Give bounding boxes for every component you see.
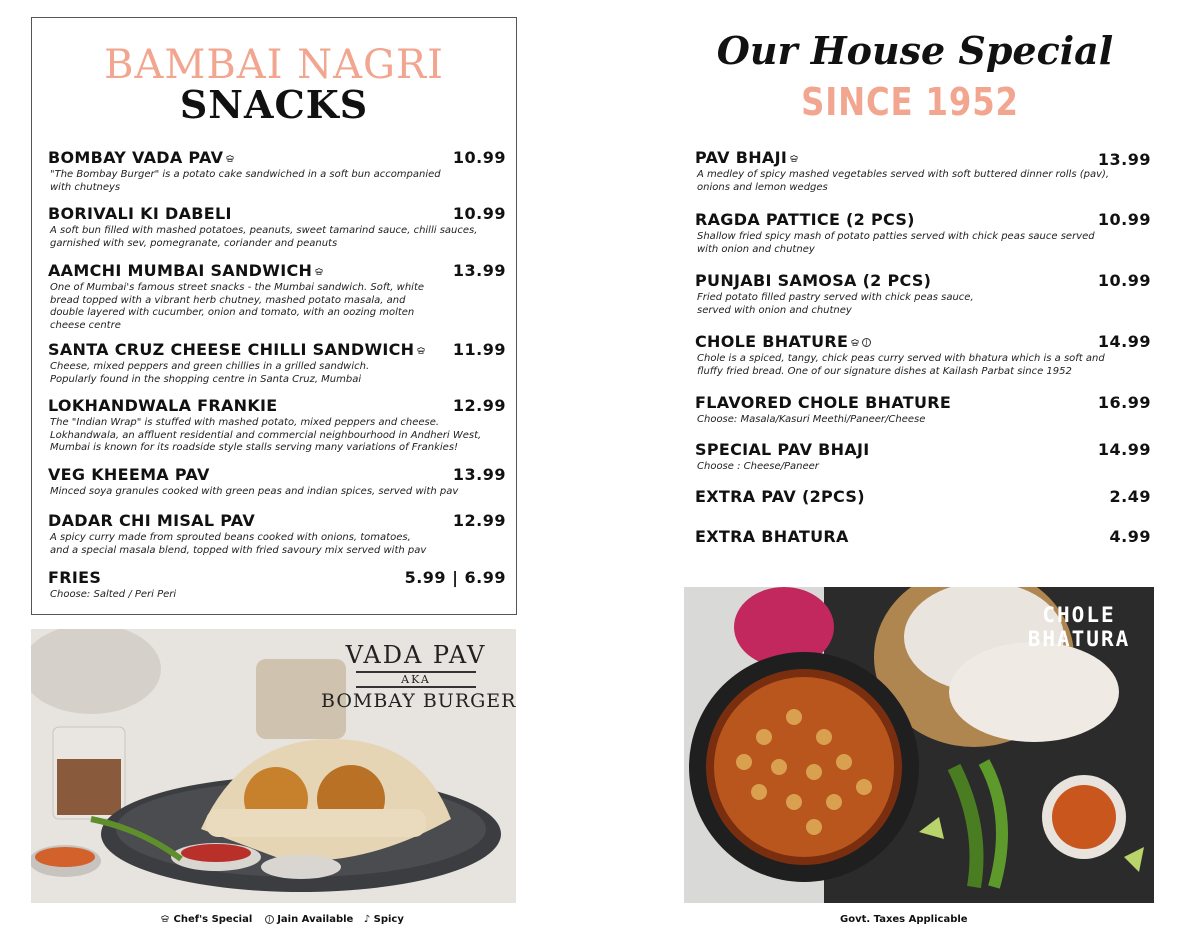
item-price: 5.99 | 6.99 — [404, 568, 506, 587]
legend-chef-label: Chef's Special — [173, 914, 253, 925]
item-price: 13.99 — [452, 261, 506, 280]
item-desc-line: Mumbai is known for its roadside style stalls serving many variations of Frankies! — [50, 442, 459, 453]
chef-special-icon — [789, 154, 799, 164]
item-desc-line: Chole is a spiced, tangy, chick peas curry served with bhatura which is a soft and — [697, 353, 1105, 364]
item-desc-line: with onion and chutney — [697, 243, 815, 255]
legend-jain-label: Jain Available — [277, 914, 354, 925]
photo-caption-line1: VADA PAV — [345, 641, 487, 669]
item-desc-line: with chutneys — [50, 181, 121, 193]
item-desc-line: double layered with cucumber, onion and tomato, with an oozing molten — [50, 307, 415, 318]
item-desc-line: "The Bombay Burger" is a potato cake sandwiched in a soft bun accompanied — [50, 169, 441, 180]
item-price: 14.99 — [1097, 440, 1151, 459]
item-name: PAV BHAJI — [695, 148, 788, 167]
item-desc-line: One of Mumbai's famous street snacks - the Mumbai sandwich. Soft, white — [50, 282, 425, 293]
item-desc-line: Choose: Salted / Peri Peri — [50, 589, 177, 600]
item-name: EXTRA BHATURA — [695, 527, 849, 546]
item-name: VEG KHEEMA PAV — [48, 465, 210, 484]
house-special-title: Our House Special — [716, 28, 1114, 73]
item-price: 10.99 — [452, 204, 506, 223]
menu-item — [695, 487, 1151, 509]
spicy-icon: ♪ — [363, 914, 371, 925]
item-name: SANTA CRUZ CHEESE CHILLI SANDWICH — [48, 340, 415, 359]
item-price: 2.49 — [1109, 487, 1151, 506]
photo-caption-line3: BOMBAY BURGER — [321, 690, 516, 712]
item-name: EXTRA PAV (2PCS) — [695, 487, 865, 506]
item-price: 16.99 — [1097, 393, 1151, 412]
item-desc-line: Cheese, mixed peppers and green chillies in a grilled sandwich. — [50, 361, 370, 372]
item-name: BOMBAY VADA PAV — [48, 148, 224, 167]
menu-item — [48, 340, 506, 385]
item-name: FRIES — [48, 568, 102, 587]
item-desc-line: Lokhandwala, an affluent residential and commercial neighbourhood in Andheri West, — [50, 429, 482, 441]
item-name: CHOLE BHATURE — [695, 332, 849, 351]
item-name: AAMCHI MUMBAI SANDWICH — [48, 261, 313, 280]
menu-item — [695, 332, 1151, 377]
item-price: 12.99 — [452, 511, 506, 530]
item-desc-line: A soft bun filled with mashed potatoes, peanuts, sweet tamarind sauce, chilli sauces, — [50, 225, 478, 236]
item-desc-line: served with onion and chutney — [697, 304, 852, 316]
photo-caption-line1: CHOLE — [1042, 603, 1116, 627]
item-price: 4.99 — [1109, 527, 1151, 546]
item-price: 10.99 — [1097, 271, 1151, 290]
menu-item — [48, 261, 506, 331]
item-price: 14.99 — [1097, 332, 1151, 351]
item-price: 13.99 — [1097, 150, 1151, 169]
item-desc-line: A spicy curry made from sprouted beans cooked with onions, tomatoes, — [50, 532, 411, 543]
menu-item — [695, 393, 1151, 428]
menu-item — [48, 148, 506, 193]
menu-item — [695, 271, 1151, 316]
item-price: 12.99 — [452, 396, 506, 415]
item-desc-line: Choose: Masala/Kasuri Meethi/Paneer/Cheese — [697, 414, 926, 425]
chef-special-icon — [160, 914, 170, 924]
legend — [158, 914, 404, 925]
house-special-subtitle: SINCE 1952 — [801, 80, 1019, 124]
item-desc-line: Choose : Cheese/Paneer — [697, 461, 819, 472]
item-name: LOKHANDWALA FRANKIE — [48, 396, 278, 415]
item-price: 13.99 — [452, 465, 506, 484]
menu-item — [48, 396, 506, 454]
item-desc-line: cheese centre — [50, 319, 121, 331]
menu-item — [48, 568, 506, 603]
item-desc-line: fluffy fried bread. One of our signature dishes at Kailash Parbat since 1952 — [697, 365, 1072, 377]
jain-available-icon: J — [862, 338, 871, 347]
item-desc-line: and a special masala blend, topped with fried savoury mix served with pav — [50, 544, 427, 556]
menu-item — [695, 148, 1151, 193]
item-name: BORIVALI KI DABELI — [48, 204, 232, 223]
vada-pav-photo — [31, 629, 516, 903]
chef-special-icon — [850, 338, 860, 348]
snacks-menu-panel — [31, 17, 517, 615]
chole-bhatura-photo — [684, 587, 1154, 903]
menu-item — [695, 527, 1151, 549]
item-desc-line: Popularly found in the shopping centre in Santa Cruz, Mumbai — [50, 373, 362, 385]
item-name: RAGDA PATTICE (2 PCS) — [695, 210, 915, 229]
item-name: PUNJABI SAMOSA (2 PCS) — [695, 271, 932, 290]
snacks-title-line2: SNACKS — [179, 82, 369, 127]
menu-item — [48, 511, 506, 556]
item-price: 11.99 — [452, 340, 506, 359]
chef-special-icon — [416, 346, 426, 356]
menu-item — [695, 440, 1151, 475]
vada-pav-caption — [321, 641, 516, 712]
govt-taxes-note: Govt. Taxes Applicable — [840, 914, 968, 925]
menu-item — [695, 210, 1151, 255]
item-name: FLAVORED CHOLE BHATURE — [695, 393, 952, 412]
chole-bhatura-caption — [1004, 603, 1154, 651]
menu-item — [48, 465, 506, 500]
chef-special-icon — [314, 267, 324, 277]
chef-special-icon — [225, 154, 235, 164]
item-price: 10.99 — [1097, 210, 1151, 229]
item-desc-line: Fried potato filled pastry served with chick peas sauce, — [697, 292, 974, 303]
item-desc-line: Shallow fried spicy mash of potato patties served with chick peas sauce served — [697, 231, 1095, 242]
item-desc-line: bread topped with a vibrant herb chutney, mashed potato masala, and — [50, 294, 406, 306]
photo-caption-line2: BHATURA — [1027, 627, 1131, 651]
item-name: SPECIAL PAV BHAJI — [695, 440, 870, 459]
menu-item — [48, 204, 506, 249]
legend-spicy-label: Spicy — [373, 914, 404, 925]
item-desc-line: A medley of spicy mashed vegetables served with soft buttered dinner rolls (pav), — [697, 169, 1110, 180]
item-desc-line: garnished with sev, pomegranate, coriander and peanuts — [50, 237, 338, 249]
snacks-title-line1: BAMBAI NAGRI — [104, 42, 444, 88]
item-desc-line: Minced soya granules cooked with green peas and indian spices, served with pav — [50, 486, 459, 497]
item-name: DADAR CHI MISAL PAV — [48, 511, 256, 530]
jain-available-icon: J — [265, 915, 274, 924]
item-price: 10.99 — [452, 148, 506, 167]
item-desc-line: The "Indian Wrap" is stuffed with mashed potato, mixed peppers and cheese. — [50, 417, 440, 428]
item-desc-line: onions and lemon wedges — [697, 181, 828, 193]
photo-caption-line2: AKA — [356, 671, 476, 688]
